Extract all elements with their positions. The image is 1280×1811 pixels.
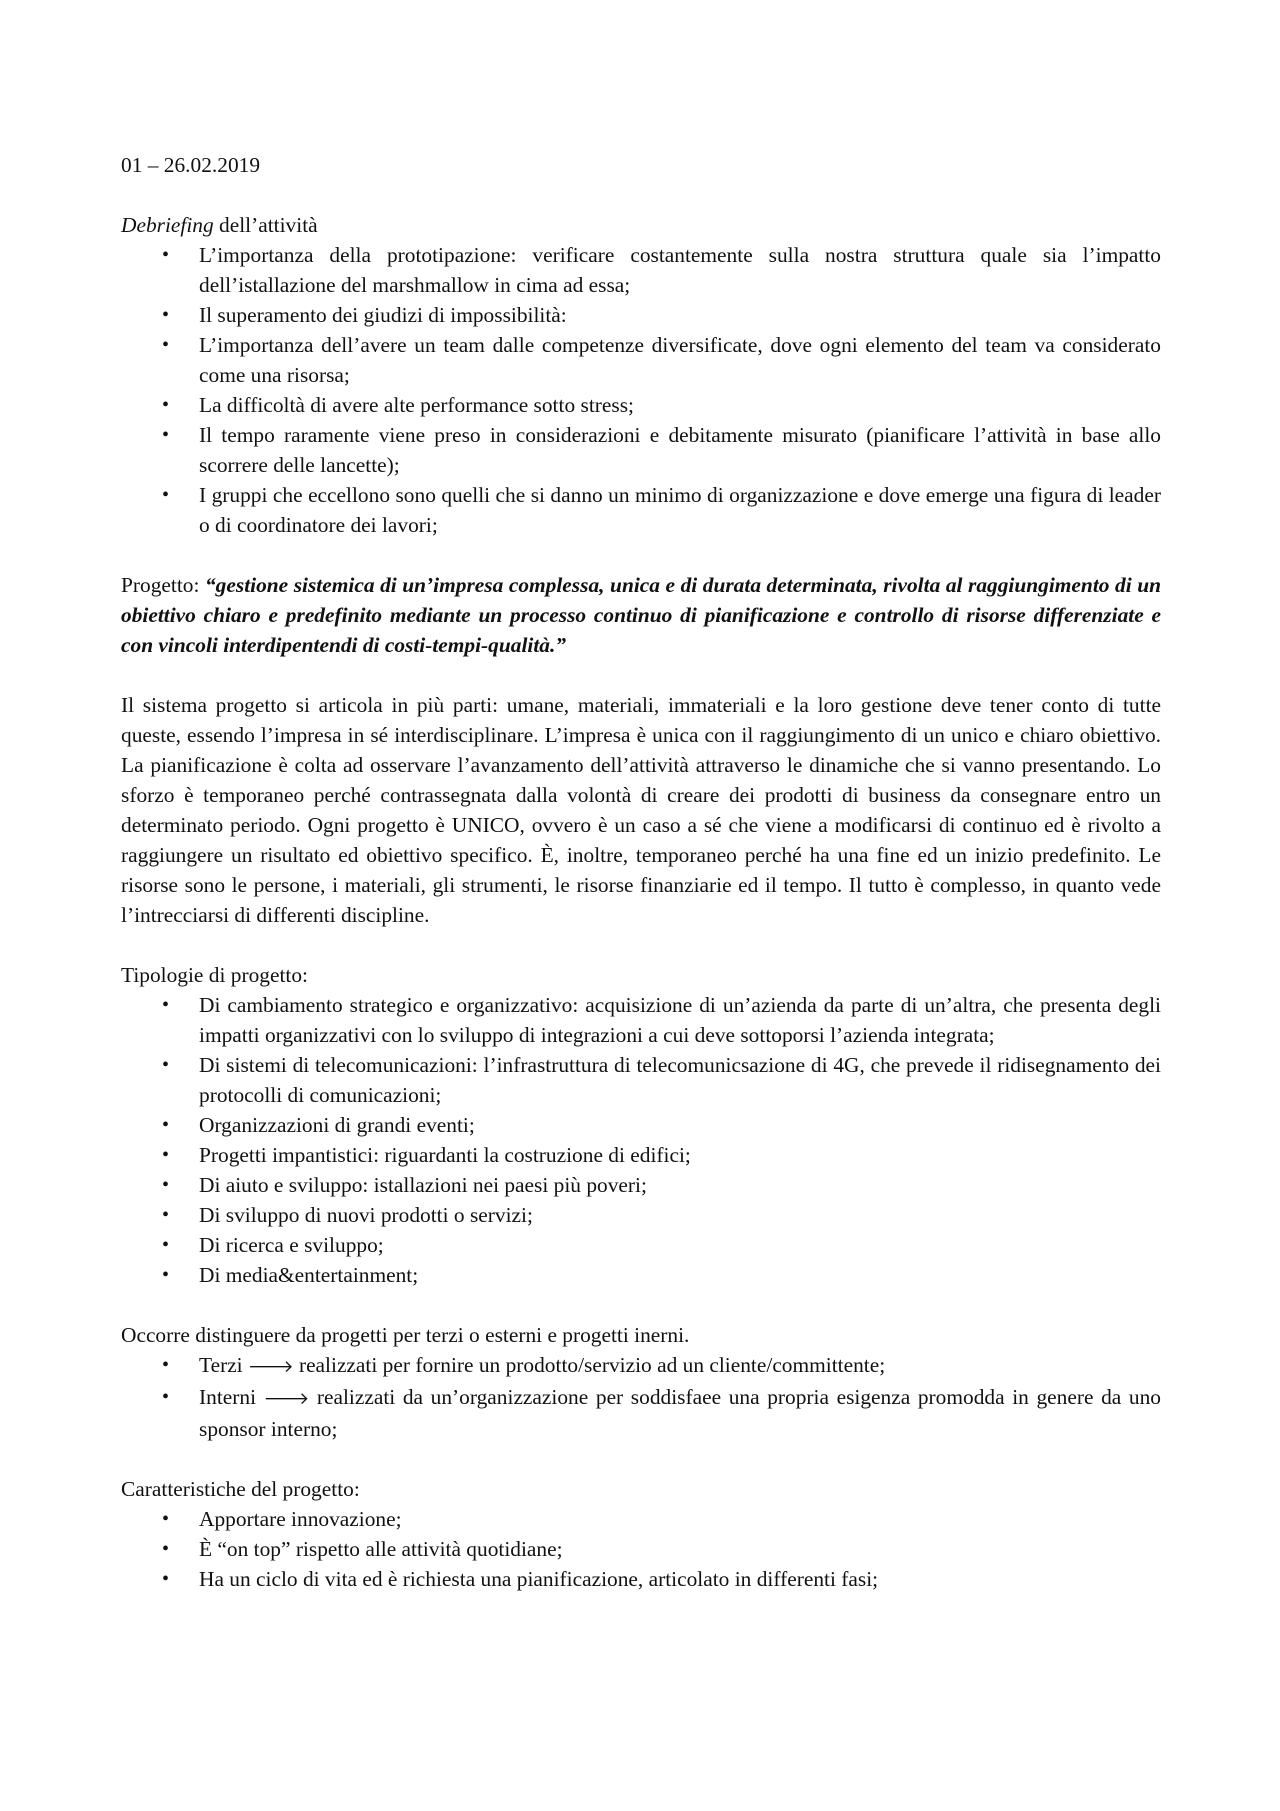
list-item <box>121 1110 1161 1140</box>
bullet-icon: • <box>162 484 170 506</box>
list-item-text: Il superamento dei giudizi di impossibilità: <box>199 303 567 327</box>
bullet-icon: • <box>162 1386 170 1408</box>
list-item-text: L’importanza dell’avere un team dalle competenze diversificate, dove ogni elemento del team va considerato come una risorsa; <box>199 333 1161 387</box>
spacer <box>121 1290 1161 1320</box>
list-item <box>121 1564 1161 1594</box>
list-item-text: Apportare innovazione; <box>199 1507 402 1531</box>
list-item <box>121 1534 1161 1564</box>
bullet-icon: • <box>162 304 170 326</box>
list-item-text: Organizzazioni di grandi eventi; <box>199 1113 475 1137</box>
debriefing-list <box>121 240 1161 540</box>
spacer <box>121 540 1161 570</box>
list-item-text: Di ricerca e sviluppo; <box>199 1233 384 1257</box>
spacer <box>121 180 1161 210</box>
bullet-icon: • <box>162 334 170 356</box>
document-page <box>121 150 1161 1594</box>
list-item <box>121 1504 1161 1534</box>
bullet-icon: • <box>162 1234 170 1256</box>
distinction-term: Interni <box>199 1385 257 1409</box>
list-item-text: Progetti impantistici: riguardanti la costruzione di edifici; <box>199 1143 691 1167</box>
list-item <box>121 1230 1161 1260</box>
arrow-right-icon: 🡒 <box>248 1357 294 1377</box>
project-definition <box>121 570 1161 660</box>
list-item-text: realizzati per fornire un prodotto/servizio ad un cliente/committente; <box>293 1353 886 1377</box>
bullet-icon: • <box>162 1568 170 1590</box>
bullet-icon: • <box>162 1508 170 1530</box>
list-item <box>121 420 1161 480</box>
bullet-icon: • <box>162 1538 170 1560</box>
date-heading: 01 – 26.02.2019 <box>121 153 261 177</box>
list-item <box>121 390 1161 420</box>
list-item <box>121 480 1161 540</box>
list-item-text: Di cambiamento strategico e organizzativo: acquisizione di un’azienda da parte di un’altra, che presenta degli impatti organizzativi con lo sviluppo di integrazioni a cui deve sottoporsi l’azienda integrata; <box>199 993 1161 1047</box>
list-item <box>121 1200 1161 1230</box>
list-item <box>121 330 1161 390</box>
bullet-icon: • <box>162 994 170 1016</box>
bullet-icon: • <box>162 1174 170 1196</box>
list-item <box>121 990 1161 1050</box>
arrow-right-icon: 🡒 <box>263 1389 310 1409</box>
bullet-icon: • <box>162 1054 170 1076</box>
list-item-text: Il tempo raramente viene preso in considerazioni e debitamente misurato (pianificare l’attività in base allo scorrere delle lancette); <box>199 423 1161 477</box>
list-item-text: Di aiuto e sviluppo: istallazioni nei paesi più poveri; <box>199 1173 647 1197</box>
list-item-text: Ha un ciclo di vita ed è richiesta una pianificazione, articolato in differenti fasi; <box>199 1567 879 1591</box>
bullet-icon: • <box>162 1264 170 1286</box>
list-item-text: Di sviluppo di nuovi prodotti o servizi; <box>199 1203 533 1227</box>
list-item <box>121 240 1161 300</box>
list-item <box>121 1260 1161 1290</box>
bullet-icon: • <box>162 1204 170 1226</box>
distinction-heading: Occorre distinguere da progetti per terzi o esterni e progetti inerni. <box>121 1323 690 1347</box>
list-item <box>121 1382 1161 1444</box>
list-item-text: L’importanza della prototipazione: verificare costantemente sulla nostra struttura quale sia l’impatto dell’istallazione del marshmallow in cima ad essa; <box>199 243 1161 297</box>
project-definition-label: Progetto: <box>121 573 205 597</box>
debriefing-heading <box>121 210 1161 240</box>
list-item-text: È “on top” rispetto alle attività quotidiane; <box>199 1537 563 1561</box>
spacer <box>121 930 1161 960</box>
distinction-list <box>121 1350 1161 1444</box>
system-paragraph: Il sistema progetto si articola in più parti: umane, materiali, immateriali e la loro gestione deve tener conto di tutte queste, essendo l’impresa in sé interdisciplinare. L’impresa è unica con il raggiungimento di un unico e chiaro obiettivo. La pianificazione è colta ad osservare l’avanzamento dell’attività attraverso le dinamiche che si vanno presentando. Lo sforzo è temporaneo perché contrassegnata dalla volontà di creare dei prodotti di business da consegnare entro un determinato periodo. Ogni progetto è UNICO, ovvero è un caso a sé che viene a modificarsi di continuo ed è rivolto a raggiungere un risultato ed obiettivo specifico. È, inoltre, temporaneo perché ha una fine ed un inizio predefinito. Le risorse sono le persone, i materiali, gli strumenti, le risorse finanziarie ed il tempo. Il tutto è complesso, in quanto vede l’intrecciarsi di differenti discipline. <box>121 693 1161 927</box>
list-item-text: realizzati da un’organizzazione per soddisfaee una propria esigenza promodda in genere da uno sponsor interno; <box>199 1385 1161 1441</box>
list-item <box>121 300 1161 330</box>
list-item <box>121 1140 1161 1170</box>
list-item-text: La difficoltà di avere alte performance sotto stress; <box>199 393 634 417</box>
bullet-icon: • <box>162 1144 170 1166</box>
spacer <box>121 1444 1161 1474</box>
list-item <box>121 1170 1161 1200</box>
spacer <box>121 660 1161 690</box>
bullet-icon: • <box>162 394 170 416</box>
list-item-text: I gruppi che eccellono sono quelli che si danno un minimo di organizzazione e dove emerge una figura di leader o di coordinatore dei lavori; <box>199 483 1161 537</box>
debriefing-heading-italic: Debriefing <box>121 213 214 237</box>
project-definition-text: “gestione sistemica di un’impresa complessa, unica e di durata determinata, rivolta al raggiungimento di un obiettivo chiaro e predefinito mediante un processo continuo di pianificazione e controllo di risorse differenziate e con vincoli interdipentendi di costi-tempi-qualità.” <box>121 573 1161 657</box>
list-item <box>121 1350 1161 1382</box>
distinction-term: Terzi <box>199 1353 243 1377</box>
characteristics-list <box>121 1504 1161 1594</box>
list-item-text: Di sistemi di telecomunicazioni: l’infrastruttura di telecomunicsazione di 4G, che prevede il ridisegnamento dei protocolli di comunicazioni; <box>199 1053 1161 1107</box>
bullet-icon: • <box>162 244 170 266</box>
bullet-icon: • <box>162 424 170 446</box>
typologies-heading: Tipologie di progetto: <box>121 963 308 987</box>
debriefing-heading-rest: dell’attività <box>213 213 318 237</box>
list-item <box>121 1050 1161 1110</box>
bullet-icon: • <box>162 1114 170 1136</box>
typologies-list <box>121 990 1161 1290</box>
list-item-text: Di media&entertainment; <box>199 1263 419 1287</box>
bullet-icon: • <box>162 1354 170 1376</box>
characteristics-heading: Caratteristiche del progetto: <box>121 1477 360 1501</box>
